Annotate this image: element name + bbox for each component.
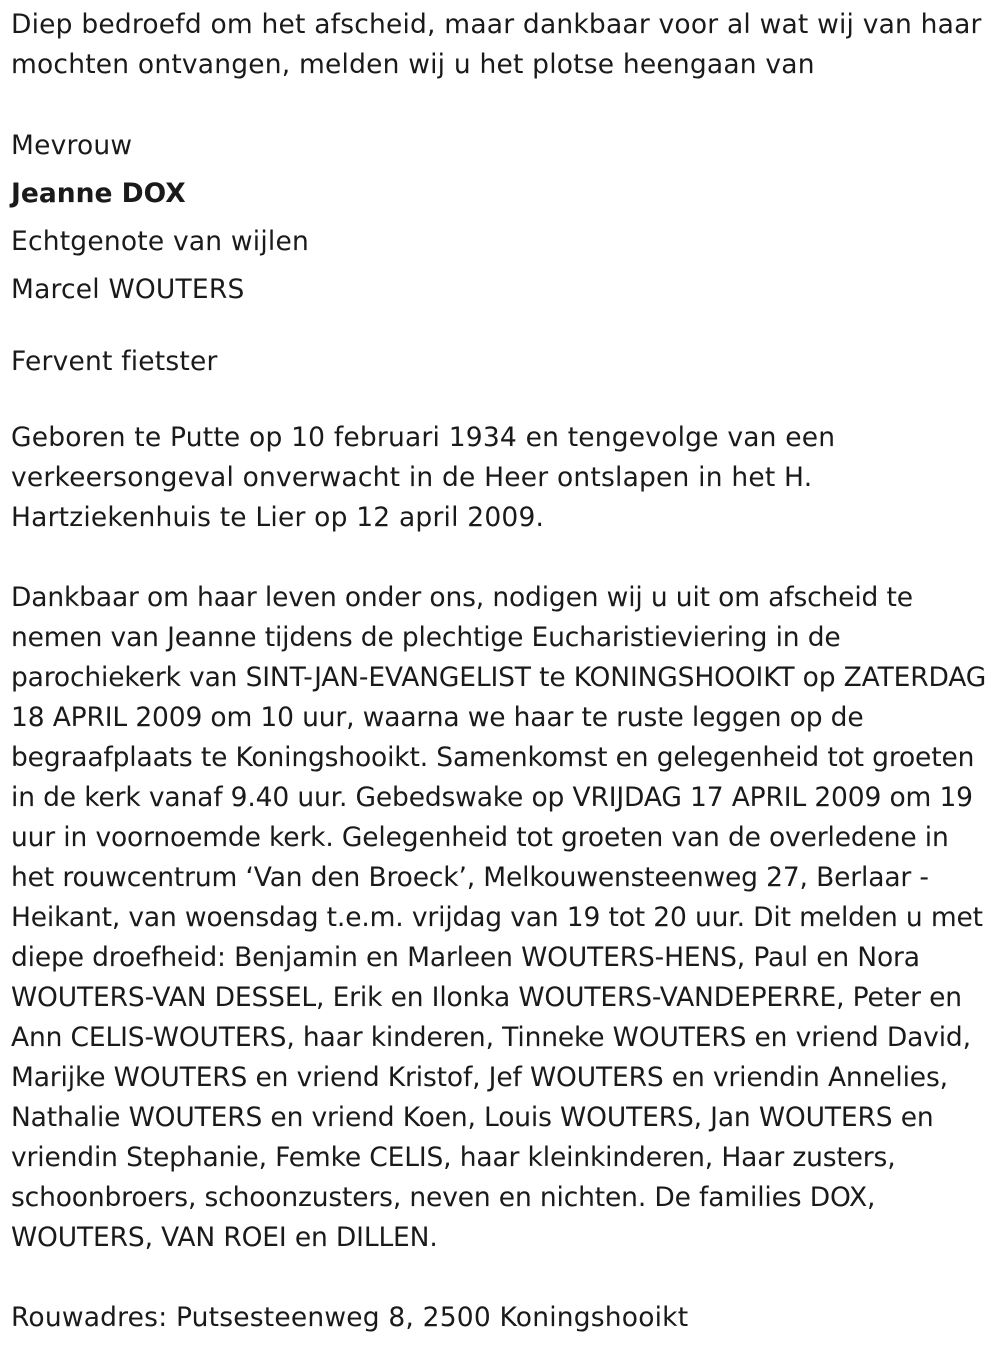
spacer	[11, 538, 995, 578]
spacer	[11, 386, 995, 418]
spouse-label: Echtgenote van wijlen	[11, 226, 309, 257]
mourning-address: Rouwadres: Putsesteenweg 8, 2500 Koningshooikt	[11, 1302, 689, 1333]
intro-text: Diep bedroefd om het afscheid, maar dankbaar voor al wat wij van haar mochten ontvangen, melden wij u het plotse heengaan van	[11, 9, 982, 80]
salutation: Mevrouw	[11, 130, 133, 161]
spacer	[11, 314, 995, 338]
spacer	[11, 1258, 995, 1298]
spacer	[11, 85, 995, 122]
deceased-name: Jeanne DOX	[11, 178, 186, 209]
spouse-name: Marcel WOUTERS	[11, 274, 245, 305]
description: Fervent fietster	[11, 346, 218, 377]
obituary-notice	[11, 0, 995, 1338]
ceremony-text: Dankbaar om haar leven onder ons, nodigen wij u uit om afscheid te nemen van Jeanne tijdens de plechtige Eucharistieviering in de parochiekerk van SINT-JAN-EVANGELIST te KONINGSHOOIKT op ZATERDAG 18 APRIL 2009 om 10 uur, waarna we haar te ruste leggen op de begraafplaats te Koningshooikt. Samenkomst en gelegenheid tot groeten in de kerk vanaf 9.40 uur. Gebedswake op VRIJDAG 17 APRIL 2009 om 19 uur in voornoemde kerk. Gelegenheid tot groeten van de overledene in het rouwcentrum ‘Van den Broeck’, Melkouwensteenweg 27, Berlaar - Heikant, van woensdag t.e.m. vrijdag van 19 tot 20 uur. Dit melden u met diepe droefheid: Benjamin en Marleen WOUTERS-HENS, Paul en Nora WOUTERS-VAN DESSEL, Erik en Ilonka WOUTERS-VANDEPERRE, Peter en Ann CELIS-WOUTERS, haar kinderen, Tinneke WOUTERS en vriend David, Marijke WOUTERS en vriend Kristof, Jef WOUTERS en vriendin Annelies, Nathalie WOUTERS en vriend Koen, Louis WOUTERS, Jan WOUTERS en vriendin Stephanie, Femke CELIS, haar kleinkinderen, Haar zusters, schoonbroers, schoonzusters, neven en nichten. De families DOX, WOUTERS, VAN ROEI en DILLEN.	[11, 582, 987, 1253]
birth-death-text: Geboren te Putte op 10 februari 1934 en tengevolge van een verkeersongeval onverwacht in de Heer ontslapen in het H. Hartziekenhuis te Lier op 12 april 2009.	[11, 422, 836, 533]
